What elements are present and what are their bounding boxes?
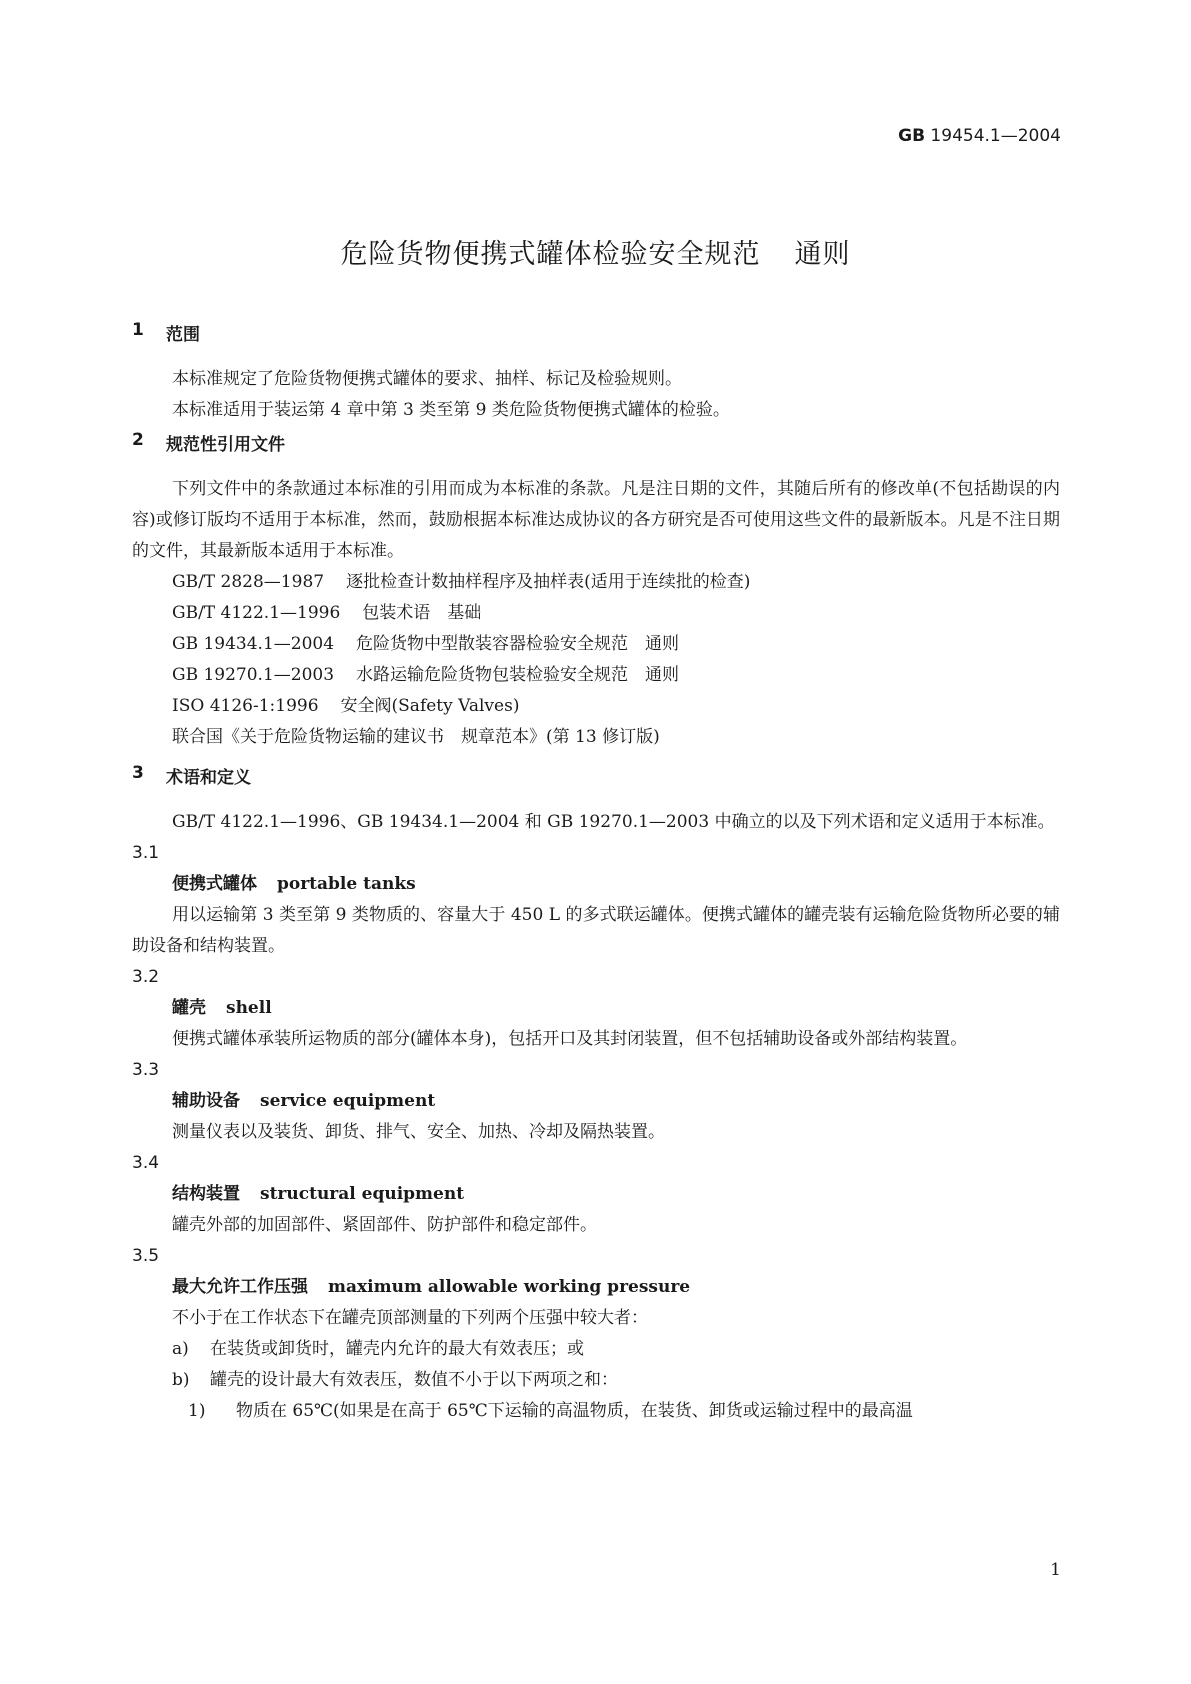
section-heading: 1 范围 bbox=[132, 320, 200, 345]
list-item: b) 罐壳的设计最大有效表压，数值不小于以下两项之和： bbox=[172, 1370, 618, 1390]
section-heading: 3 术语和定义 bbox=[132, 763, 251, 788]
standard-code: GB 19454.1—2004 bbox=[898, 126, 1061, 146]
document-title bbox=[0, 232, 1191, 271]
reference-item: GB 19434.1—2004 危险货物中型散装容器检验安全规范 通则 bbox=[172, 634, 680, 654]
term-definition: 用以运输第 3 类至第 9 类物质的、容量大于 450 L 的多式联运罐体。便携式罐体的罐壳装有运输危险货物所必要的辅助设备和结构装置。 bbox=[132, 905, 1060, 956]
term-definition: 便携式罐体承装所运物质的部分(罐体本身)，包括开口及其封闭装置，但不包括辅助设备或外部结构装置。 bbox=[172, 1029, 968, 1049]
clause-number: 3.5 bbox=[132, 1246, 160, 1266]
clause-number: 3.2 bbox=[132, 967, 160, 987]
reference-item: 联合国《关于危险货物运输的建议书 规章范本》(第 13 修订版) bbox=[172, 727, 660, 747]
term-heading: 便携式罐体 portable tanks bbox=[172, 874, 416, 894]
term-definition: 罐壳外部的加固部件、紧固部件、防护部件和稳定部件。 bbox=[172, 1215, 597, 1235]
paragraph: 下列文件中的条款通过本标准的引用而成为本标准的条款。凡是注日期的文件，其随后所有的修改单(不包括勘误的内容)或修订版均不适用于本标准，然而，鼓励根据本标准达成协议的各方研究是否可使用这些文件的最新版本。凡是不注日期的文件，其最新版本适用于本标准。 bbox=[132, 479, 1060, 561]
term-definition: 不小于在工作状态下在罐壳顶部测量的下列两个压强中较大者： bbox=[172, 1308, 648, 1328]
page-number: 1 bbox=[1050, 1560, 1061, 1580]
reference-item: GB/T 4122.1—1996 包装术语 基础 bbox=[172, 603, 482, 623]
paragraph: 本标准规定了危险货物便携式罐体的要求、抽样、标记及检验规则。 bbox=[172, 369, 682, 389]
term-definition: 测量仪表以及装货、卸货、排气、安全、加热、冷却及隔热装置。 bbox=[172, 1122, 665, 1142]
sub-list-item: 1) 物质在 65℃(如果是在高于 65℃下运输的高温物质，在装货、卸货或运输过程中的最高温 bbox=[188, 1401, 913, 1421]
paragraph: GB/T 4122.1—1996、GB 19434.1—2004 和 GB 19270.1—2003 中确立的以及下列术语和定义适用于本标准。 bbox=[172, 812, 1055, 832]
paragraph: 本标准适用于装运第 4 章中第 3 类至第 9 类危险货物便携式罐体的检验。 bbox=[172, 400, 730, 420]
term-heading: 辅助设备 service equipment bbox=[172, 1091, 436, 1111]
reference-item: GB/T 2828—1987 逐批检查计数抽样程序及抽样表(适用于连续批的检查) bbox=[172, 572, 751, 592]
term-heading: 最大允许工作压强 maximum allowable working pressure bbox=[172, 1277, 691, 1297]
clause-number: 3.3 bbox=[132, 1060, 160, 1080]
section-heading: 2 规范性引用文件 bbox=[132, 430, 285, 455]
term-heading: 罐壳 shell bbox=[172, 998, 272, 1018]
clause-number: 3.1 bbox=[132, 843, 160, 863]
document-body bbox=[132, 320, 1060, 1427]
clause-number: 3.4 bbox=[132, 1153, 160, 1173]
title-sub: 通则 bbox=[794, 239, 851, 270]
list-item: a) 在装货或卸货时，罐壳内允许的最大有效表压；或 bbox=[172, 1339, 584, 1359]
term-heading: 结构装置 structural equipment bbox=[172, 1184, 465, 1204]
reference-item: ISO 4126-1:1996 安全阀(Safety Valves) bbox=[172, 696, 520, 716]
title-main: 危险货物便携式罐体检验安全规范 bbox=[340, 239, 761, 270]
reference-item: GB 19270.1—2003 水路运输危险货物包装检验安全规范 通则 bbox=[172, 665, 680, 685]
